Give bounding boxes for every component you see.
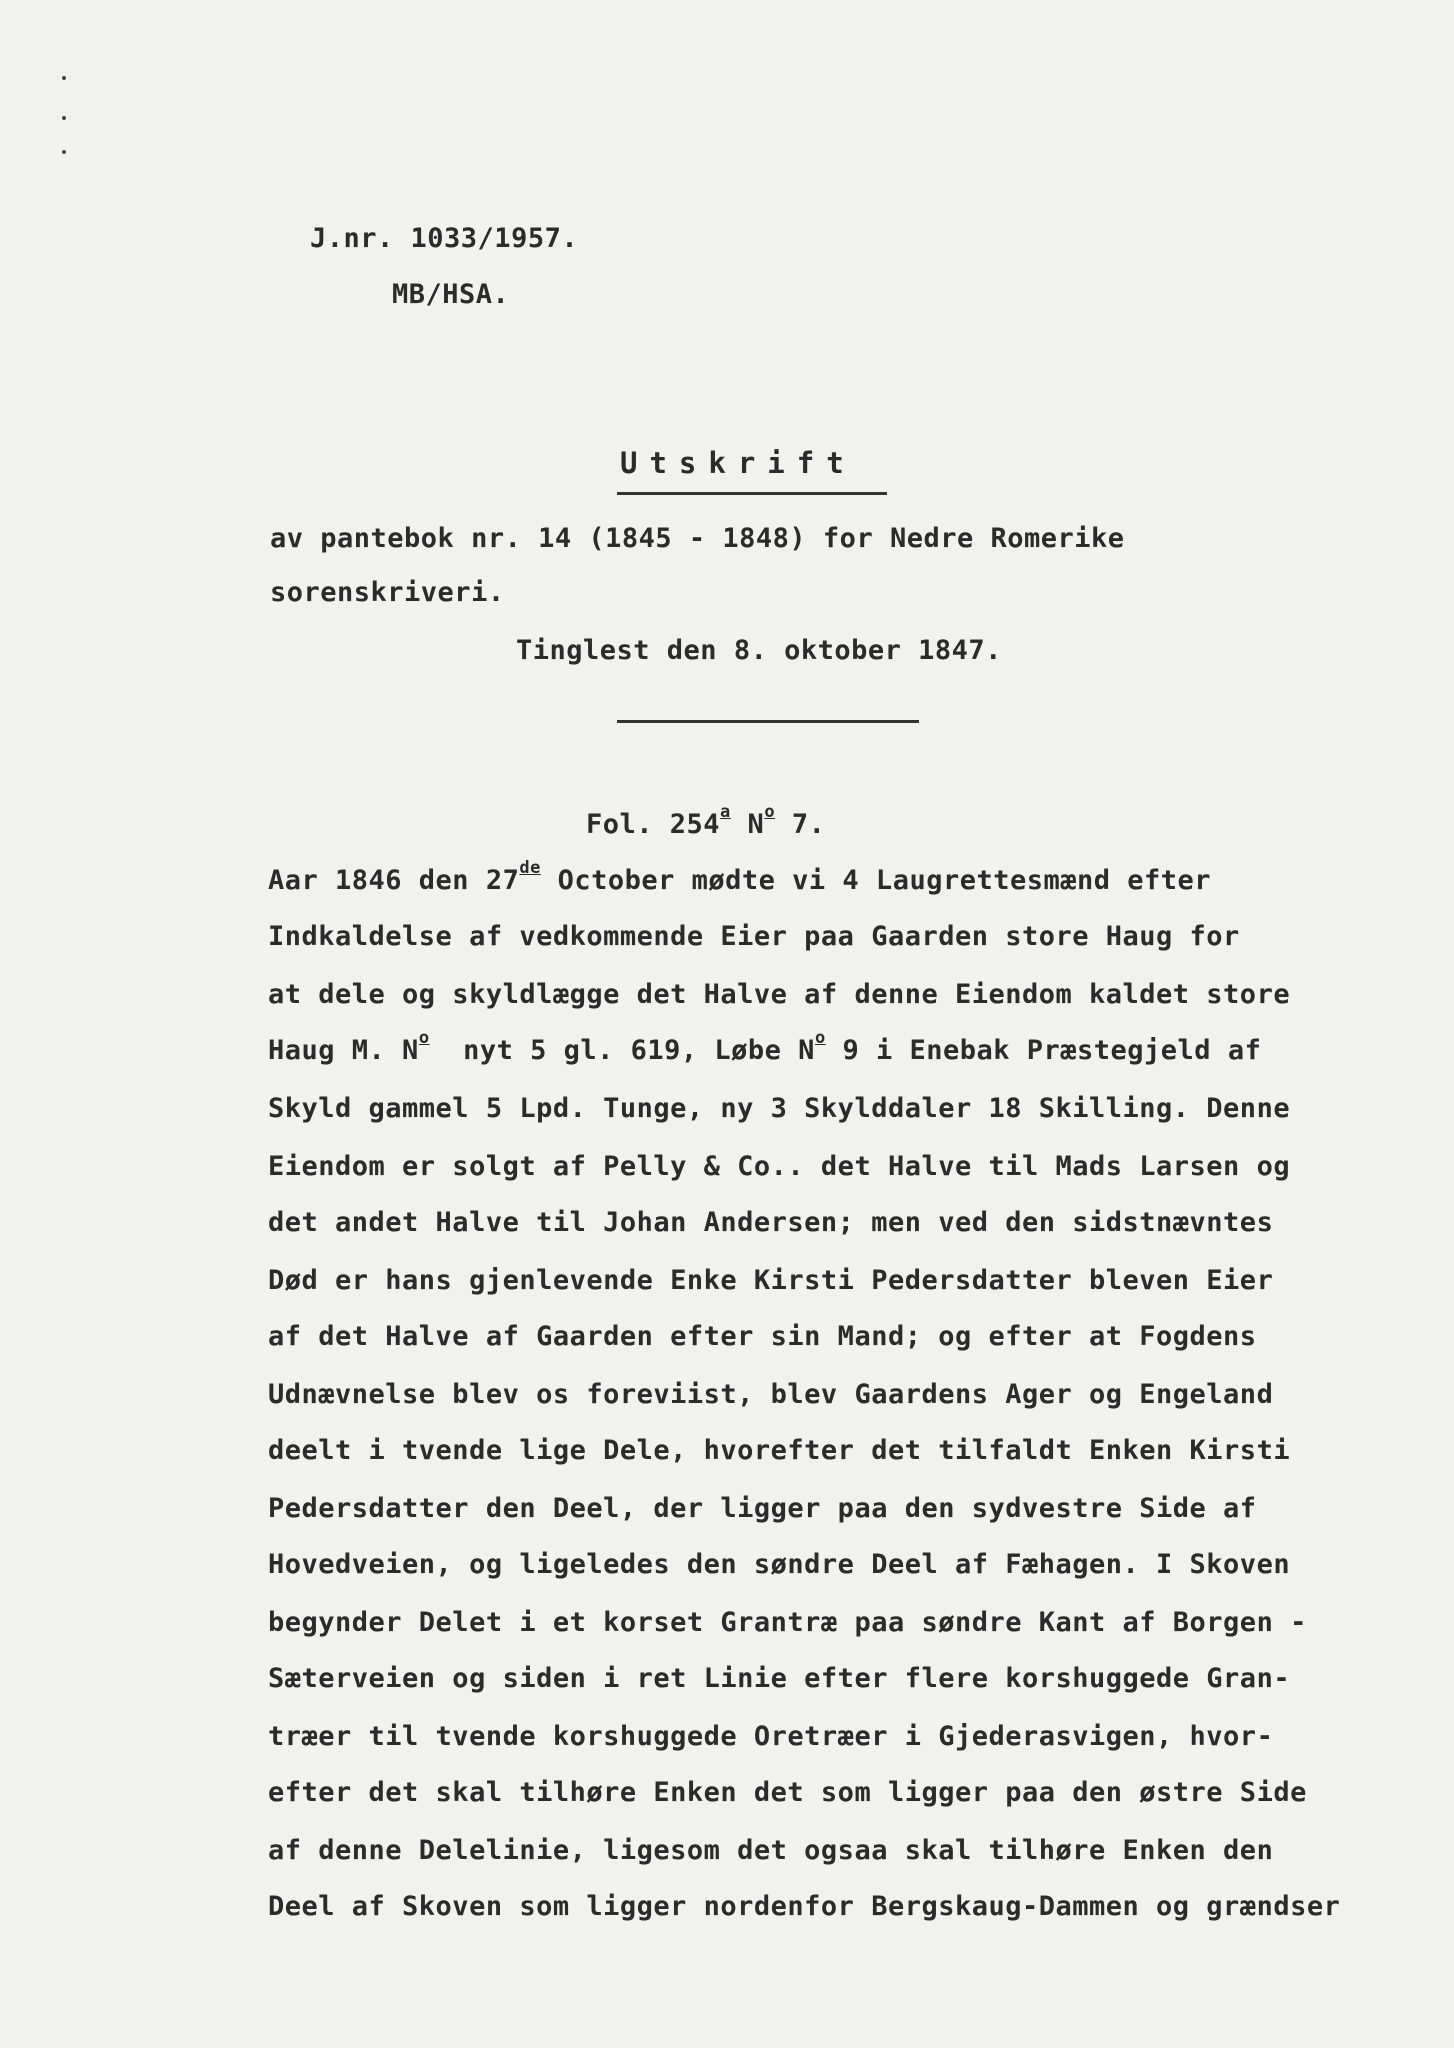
punch-mark [62, 116, 66, 120]
document-title: Utskrift [620, 446, 856, 480]
body-line-4: Haug M. $N^o$ nyt 5 gl. 619, Løbe $N^o$ 9 i Enebak Præstegjeld af [268, 1028, 1262, 1066]
body-line-6: Eiendom er solgt af Pelly & Co.. det Halve til Mads Larsen og [268, 1151, 1291, 1182]
body-line-14: begynder Delet i et korset Grantræ paa søndre Kant af Borgen - [268, 1607, 1307, 1638]
body-line-10: Udnævnelse blev os foreviist, blev Gaardens Ager og Engeland [268, 1379, 1274, 1410]
folio-reference: Fol. 254$^a$ $N^o$ 7. [586, 802, 826, 840]
body-line-17: efter det skal tilhøre Enken det som ligger paa den østre Side [268, 1777, 1307, 1808]
body-line-9: af det Halve af Gaarden efter sin Mand; og efter at Fogdens [268, 1321, 1257, 1352]
body-line-5: Skyld gammel 5 Lpd. Tunge, ny 3 Skylddaler 18 Skilling. Denne [268, 1093, 1291, 1124]
punch-mark [62, 76, 66, 80]
subtitle-line-2: sorenskriveri. [270, 577, 505, 608]
registration-date: Tinglest den 8. oktober 1847. [516, 635, 1002, 666]
subtitle-line-1: av pantebok nr. 14 (1845 - 1848) for Nedre Romerike [270, 523, 1125, 554]
body-line-18: af denne Delelinie, ligesom det ogsaa skal tilhøre Enken den [268, 1835, 1274, 1866]
separator-line [617, 720, 919, 723]
body-line-7: det andet Halve til Johan Andersen; men ved den sidstnævntes [268, 1207, 1274, 1238]
initials: MB/HSA. [392, 279, 510, 310]
punch-mark [62, 150, 66, 154]
body-line-15: Sæterveien og siden i ret Linie efter flere korshuggede Gran- [268, 1663, 1291, 1694]
body-line-8: Død er hans gjenlevende Enke Kirsti Pedersdatter bleven Eier [268, 1265, 1274, 1296]
body-line-1: Aar 1846 den 27de October mødte vi 4 Laugrettesmænd efter [268, 858, 1212, 896]
body-line-19: Deel af Skoven som ligger nordenfor Bergskaug-Dammen og grændser [268, 1891, 1341, 1922]
body-line-16: træer til tvende korshuggede Oretræer i Gjederasvigen, hvor- [268, 1721, 1274, 1752]
body-line-11: deelt i tvende lige Dele, hvorefter det tilfaldt Enken Kirsti [268, 1435, 1291, 1466]
body-line-2: Indkaldelse af vedkommende Eier paa Gaarden store Haug for [268, 921, 1240, 952]
journal-number: J.nr. 1033/1957. [310, 223, 579, 254]
body-line-13: Hovedveien, og ligeledes den søndre Deel af Fæhagen. I Skoven [268, 1549, 1291, 1580]
body-line-3: at dele og skyldlægge det Halve af denne Eiendom kaldet store [268, 979, 1291, 1010]
title-underline [617, 492, 887, 495]
body-line-12: Pedersdatter den Deel, der ligger paa den sydvestre Side af [268, 1493, 1257, 1524]
